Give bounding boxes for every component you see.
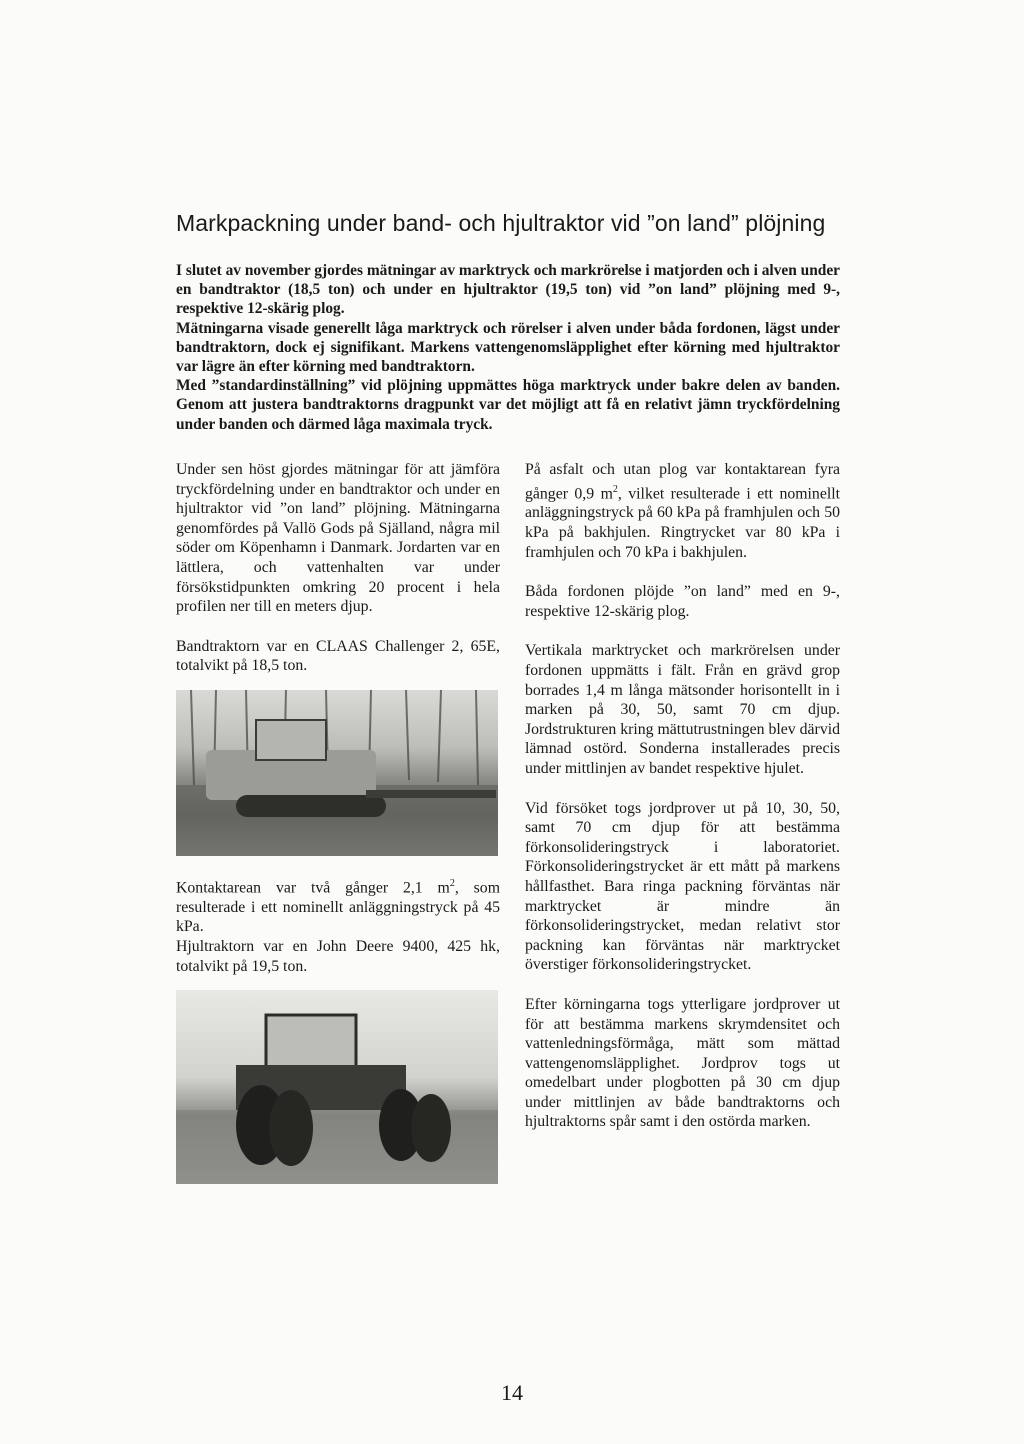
abstract-paragraph: Med ”standardinställning” vid plöjning uppmättes höga marktryck under bakre delen av banden. Genom att justera bandtraktorns dragpunkt var det möjligt att få en relativt jämn tryckfördelning under banden och därmed låga maximala tryck.	[176, 377, 840, 433]
body-paragraph: Under sen höst gjordes mätningar för att jämföra tryckfördelning under en bandtraktor och under en hjultraktor vid ”on land” plöjning. Mätningarna genomfördes på Vallö Gods på Själland, några mil söder om Köpenhamn i Danmark. Jordarten var en lättlera, och vattenhalten var under försökstidpunkten omkring 20 procent i hela profilen ner till en meters djup.	[176, 461, 500, 616]
abstract-paragraph: Mätningarna visade generellt låga marktryck och rörelser i alven under båda fordonen, lägst under bandtraktorn, dock ej signifikant. Markens vattengenomsläpplighet efter körning med hjultraktor var lägre än efter körning med bandtraktorn.	[176, 319, 840, 376]
body-paragraph: Vertikala marktrycket och markrörelsen under fordonen uppmätts i fält. Från en grävd grop borrades 1,4 m långa mätsonder horisontellt in i marken på 30, 50, samt 70 cm djup. Jordstrukturen kring mättutrustningen blev därvid lämnad ostörd. Sonderna installerades precis under mittlinjen av bandet respektive hjulet.	[525, 642, 841, 777]
body-paragraph: Båda fordonen plöjde ”on land” med en 9-, respektive 12-skärig plog.	[525, 583, 840, 620]
body-paragraph: Kontaktarean var två gånger 2,1 $m^2$, som resulterade i ett nominellt anläggningstryck på 45 kPa.	[176, 877, 500, 936]
wheeled-tractor-photo	[176, 990, 498, 1184]
crawler-tractor-photo	[176, 690, 498, 856]
body-paragraph: Bandtraktorn var en CLAAS Challenger 2, 65E, totalvikt på 18,5 ton.	[176, 637, 500, 675]
left-column	[176, 460, 500, 1184]
page-number: 14	[501, 1380, 523, 1405]
body-paragraph: På asfalt och utan plog var kontaktarean fyra gånger 0,9 $m^2$, vilket resulterade i ett nominellt anläggningstryck på 60 kPa på framhjulen och 50 kPa på bakhjulen. Ringtrycket var 80 kPa i framhjulen och 70 kPa i bakhjulen.	[525, 461, 840, 561]
right-column	[525, 460, 840, 1132]
page-title: Markpackning under band- och hjultraktor vid ”on land” plöjning	[176, 210, 826, 236]
body-paragraph: Vid försöket togs jordprover ut på 10, 30, 50, samt 70 cm djup för att bestämma förkonsolideringstryck i laboratoriet. Förkonsolideringstrycket är ett mått på markens hållfasthet. Bara ringa packning förväntas när marktrycket är mindre än förkonsolideringstrycket, medan relativt stor packning kan förväntas när marktrycket överstiger förkonsolideringstrycket.	[525, 799, 840, 974]
body-paragraph: Efter körningarna togs ytterligare jordprover ut för att bestämma markens skrymdensitet och vattenledningsförmåga, mätt som mättad vattengenomsläpplighet. Jordprov togs ut omedelbart under plogbotten på 30 cm djup under mittlinjen av både bandtraktorns och hjultraktorns spår samt i den ostörda marken.	[525, 995, 840, 1131]
body-paragraph: Hjultraktorn var en John Deere 9400, 425 hk, totalvikt på 19,5 ton.	[176, 937, 500, 975]
abstract	[176, 261, 840, 434]
abstract-paragraph: I slutet av november gjordes mätningar av marktryck och markrörelse i matjorden och i alven under en bandtraktor (18,5 ton) och under en hjultraktor (19,5 ton) vid ”on land” plöjning med 9-, respektive 12-skärig plog.	[176, 262, 840, 318]
